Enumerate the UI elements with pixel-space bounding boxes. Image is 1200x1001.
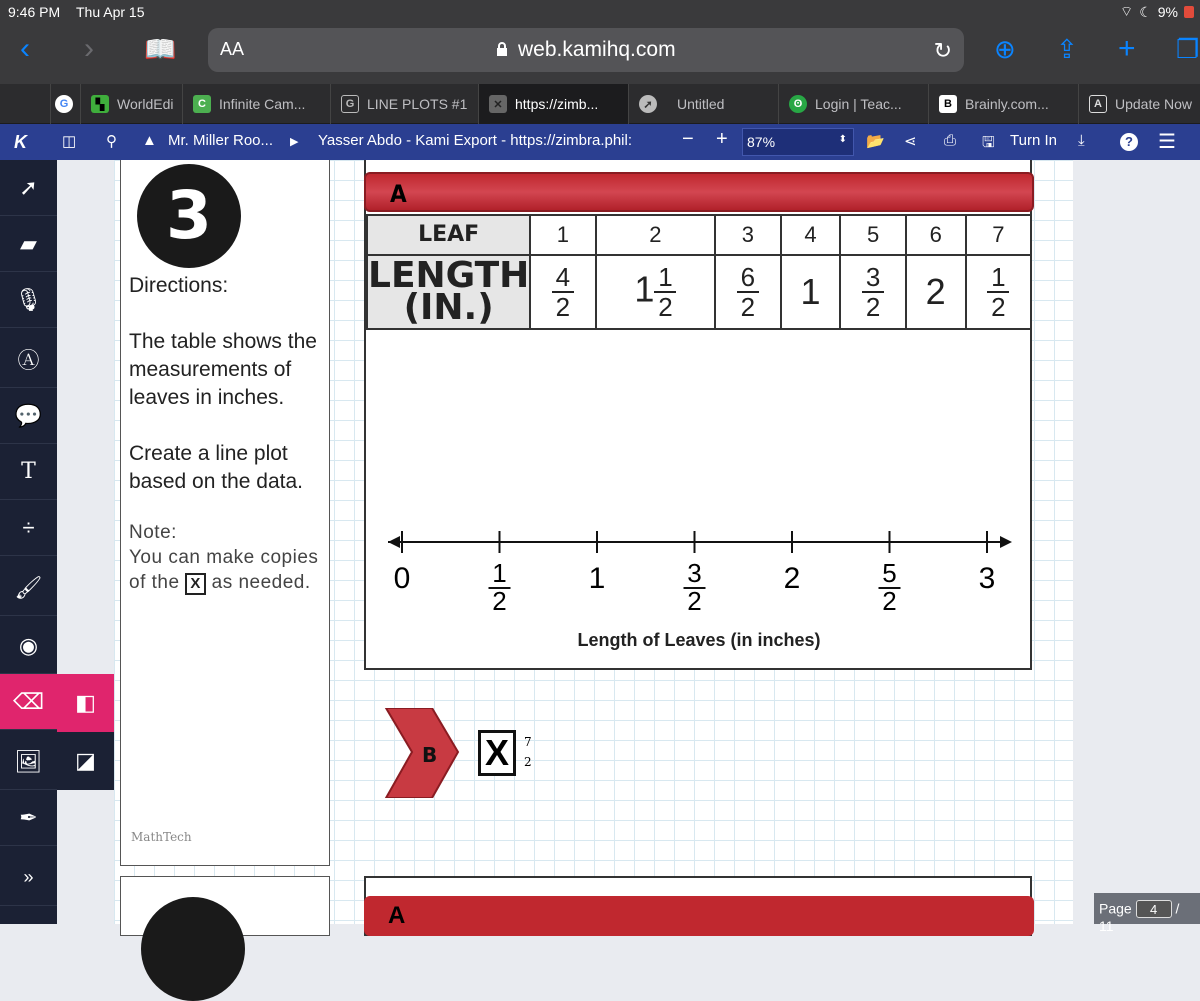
frac-num: 1 — [991, 262, 1006, 292]
tools-sidebar — [0, 160, 57, 924]
tab-label: Login | Teac... — [815, 96, 902, 112]
select-arrows-icon: ⬍ — [838, 134, 847, 145]
problem-number: 3 — [137, 164, 241, 268]
kami-logo[interactable]: K — [14, 132, 27, 152]
compass-icon: ➚ — [639, 95, 657, 113]
c-icon: C — [193, 95, 211, 113]
tab-untitled[interactable] — [628, 84, 778, 124]
tab-login[interactable] — [778, 84, 928, 124]
length-whole: 1 — [634, 268, 655, 310]
eraser-object-icon[interactable]: ◧ — [57, 674, 114, 732]
tab-label: WorldEdi — [117, 96, 174, 112]
arrow-right-icon — [1000, 536, 1012, 548]
turn-in-button[interactable]: Turn In — [1010, 132, 1057, 149]
bookmarks-icon[interactable]: 📖 — [144, 34, 177, 64]
download-icon[interactable]: ⊕ — [994, 34, 1016, 64]
share-icon[interactable]: ⇪ — [1056, 34, 1078, 64]
next-banner — [364, 896, 1034, 936]
axis-label: Length of Leaves (in inches) — [577, 630, 821, 650]
brainly-icon: B — [939, 95, 957, 113]
forward-icon[interactable]: › — [84, 32, 94, 65]
leaf-cell: 1 — [530, 215, 595, 255]
tab-brainly[interactable] — [928, 84, 1078, 124]
expand-icon[interactable]: » — [0, 850, 57, 906]
directions-card — [120, 160, 330, 866]
download-icon[interactable]: ⤓ — [1078, 132, 1085, 149]
tick-den: 2 — [492, 586, 507, 616]
tab-infinite[interactable] — [182, 84, 330, 124]
minecraft-icon: ▚ — [91, 95, 109, 113]
tick-label: 0 — [393, 562, 411, 595]
length-cell — [596, 255, 716, 329]
markup-tool-icon[interactable]: Ⓐ — [0, 332, 57, 388]
page-indicator — [1094, 893, 1200, 934]
banner-a — [364, 172, 1034, 212]
tick-den: 2 — [687, 586, 702, 616]
reload-icon[interactable]: ↻ — [933, 38, 952, 63]
frac-num: 4 — [555, 262, 571, 292]
equation-tool-icon[interactable]: ÷ — [0, 500, 57, 556]
next-banner-label: A — [388, 902, 406, 929]
x-fraction — [524, 732, 532, 772]
tab-line-plots[interactable] — [330, 84, 478, 124]
banner-b — [382, 708, 462, 798]
eraser-tool-icon[interactable]: ⌫ — [0, 674, 57, 730]
frac-den: 2 — [658, 292, 673, 322]
frac-num: 6 — [740, 262, 756, 292]
help-icon[interactable]: ? — [1120, 133, 1138, 151]
clock: 9:46 PM — [8, 4, 61, 20]
zoom-value: 87% — [747, 134, 776, 150]
search-icon[interactable]: ⚲ — [106, 133, 117, 150]
owl-icon: ʘ — [789, 95, 807, 113]
status-right — [1120, 3, 1194, 21]
menu-icon[interactable]: ☰ — [1158, 131, 1176, 153]
share-network-icon[interactable]: ⋖ — [904, 133, 917, 150]
note-heading: Note: — [129, 522, 177, 543]
note-body-2: as needed. — [211, 572, 311, 593]
length-whole: 1 — [800, 271, 821, 312]
length-fraction — [987, 264, 1009, 320]
length-cell — [966, 255, 1031, 329]
a-icon: A — [1089, 95, 1107, 113]
frac-den: 2 — [865, 292, 881, 322]
length-header — [367, 255, 530, 329]
tab-zimbra[interactable] — [478, 84, 628, 124]
tab-worldedit[interactable] — [80, 84, 182, 124]
leaf-cell: 4 — [781, 215, 841, 255]
add-image-icon[interactable]: 🖼 — [0, 734, 57, 790]
tick-den: 2 — [882, 586, 897, 616]
save-icon[interactable]: 🖫 — [982, 134, 995, 151]
zoom-select[interactable] — [742, 128, 854, 156]
document-page — [114, 160, 1073, 929]
folder-open-icon[interactable]: 📂 — [866, 133, 885, 150]
select-tool-icon[interactable]: ➚ — [0, 160, 57, 216]
browser-toolbar — [0, 24, 1200, 84]
text-tool-icon[interactable]: T — [0, 444, 57, 500]
leaf-cell: 5 — [840, 215, 905, 255]
next-problem-card — [364, 876, 1032, 936]
x-frac-den: 2 — [524, 755, 532, 769]
tick-label: 1 — [588, 562, 606, 595]
leaf-header: LEAF — [367, 215, 530, 255]
problem-card — [364, 160, 1032, 670]
new-tab-icon[interactable]: + — [1118, 32, 1136, 65]
tab-label: Infinite Cam... — [219, 96, 306, 112]
kami-toolbar — [0, 124, 1200, 160]
length-header-1: LENGTH — [368, 255, 530, 296]
next-problem-number — [141, 897, 245, 1001]
signature-tool-icon[interactable]: ✒ — [0, 790, 57, 846]
eraser-area-icon[interactable]: ◪ — [57, 732, 114, 790]
arrow-left-icon — [388, 536, 400, 548]
length-cell — [840, 255, 905, 329]
length-fraction — [862, 264, 884, 320]
frac-den: 2 — [555, 292, 571, 322]
zoom-in-button[interactable]: + — [716, 128, 728, 150]
drive-icon: ▲ — [142, 132, 157, 149]
google-icon: G — [55, 95, 73, 113]
tab-update[interactable] — [1078, 84, 1200, 124]
tick-label: 2 — [783, 562, 801, 595]
banner-label: A — [390, 180, 407, 208]
frac-den: 2 — [991, 292, 1006, 322]
page-label: Page — [1099, 900, 1132, 917]
leaf-cell: 7 — [966, 215, 1031, 255]
directions-text — [129, 272, 329, 496]
length-cell — [781, 255, 841, 329]
battery-icon — [1184, 6, 1194, 18]
chevron-right-icon: ▶ — [290, 136, 299, 148]
date: Thu Apr 15 — [76, 4, 145, 20]
tab-label: https://zimb... — [515, 96, 599, 112]
tab-label: Brainly.com... — [965, 96, 1049, 112]
length-header-2: (IN.) — [403, 287, 494, 328]
shapes-tool-icon[interactable]: ◉ — [0, 618, 57, 674]
tick-num: 3 — [687, 558, 702, 588]
url-text: web.kamihq.com — [518, 38, 676, 61]
print-icon[interactable]: ⎙ — [944, 132, 957, 149]
moon-icon: ☾ — [1139, 3, 1152, 20]
b-label: B — [422, 743, 438, 767]
tabs-icon[interactable]: ❐ — [1176, 34, 1200, 64]
page-total: / 11 — [1099, 900, 1180, 934]
leaf-cell: 3 — [715, 215, 780, 255]
length-cell — [530, 255, 595, 329]
x-symbol: X — [185, 573, 206, 595]
length-fraction — [654, 264, 676, 320]
status-bar — [0, 0, 1200, 24]
note-body-1: You can make copies of the — [129, 547, 319, 593]
length-whole: 2 — [925, 271, 946, 312]
tab-label: Untitled — [677, 96, 725, 112]
leaf-table — [366, 214, 1032, 330]
length-fraction — [737, 264, 759, 320]
tab-blank[interactable] — [0, 84, 50, 124]
lock-icon — [496, 42, 508, 56]
frac-den: 2 — [740, 292, 756, 322]
page-input[interactable] — [1136, 900, 1172, 918]
frac-num: 3 — [865, 262, 881, 292]
comment-tool-icon[interactable]: 💬 — [0, 388, 57, 444]
note-text — [129, 520, 329, 595]
x-marker[interactable]: X — [478, 730, 516, 776]
directions-para-1: The table shows the measurements of leaves in inches. — [129, 330, 317, 409]
reader-options[interactable]: AA — [220, 39, 245, 59]
tick-label: 3 — [978, 562, 996, 595]
next-directions-card — [120, 876, 330, 936]
close-icon[interactable]: ✕ — [489, 95, 507, 113]
battery-label: 9% — [1157, 4, 1178, 20]
tab-label: LINE PLOTS #1 — [367, 96, 468, 112]
tab-bar — [0, 84, 1200, 124]
sidebar-toggle-icon[interactable]: ◫ — [62, 133, 77, 150]
folder-name[interactable]: Mr. Miller Roo... — [168, 132, 274, 149]
length-cell — [906, 255, 966, 329]
tab-google[interactable] — [50, 84, 80, 124]
tick-num: 5 — [882, 558, 897, 588]
leaf-cell: 2 — [596, 215, 716, 255]
voice-comment-icon[interactable]: 🎙 — [0, 272, 57, 328]
tab-label: Update Now — [1115, 96, 1193, 112]
tick-num: 1 — [492, 558, 507, 588]
g-doc-icon: G — [341, 95, 359, 113]
wifi-icon: ⌔ — [1120, 3, 1134, 19]
document-title[interactable]: Yasser Abdo - Kami Export - https://zimbra.phil: — [318, 132, 633, 149]
leaf-cell: 6 — [906, 215, 966, 255]
directions-heading: Directions: — [129, 274, 229, 297]
drawing-tool-icon[interactable]: 🖌 — [0, 560, 57, 616]
frac-num: 1 — [658, 262, 673, 292]
address-bar[interactable] — [208, 28, 964, 72]
length-cell — [715, 255, 780, 329]
x-frac-num: 7 — [524, 735, 532, 749]
directions-para-2: Create a line plot based on the data. — [129, 442, 303, 493]
brand-logo: MathTech — [131, 830, 192, 844]
highlighter-tool-icon[interactable]: ▰ — [0, 216, 57, 272]
back-icon[interactable]: ‹ — [20, 32, 30, 65]
zoom-out-button[interactable]: − — [682, 128, 694, 150]
length-fraction — [552, 264, 574, 320]
